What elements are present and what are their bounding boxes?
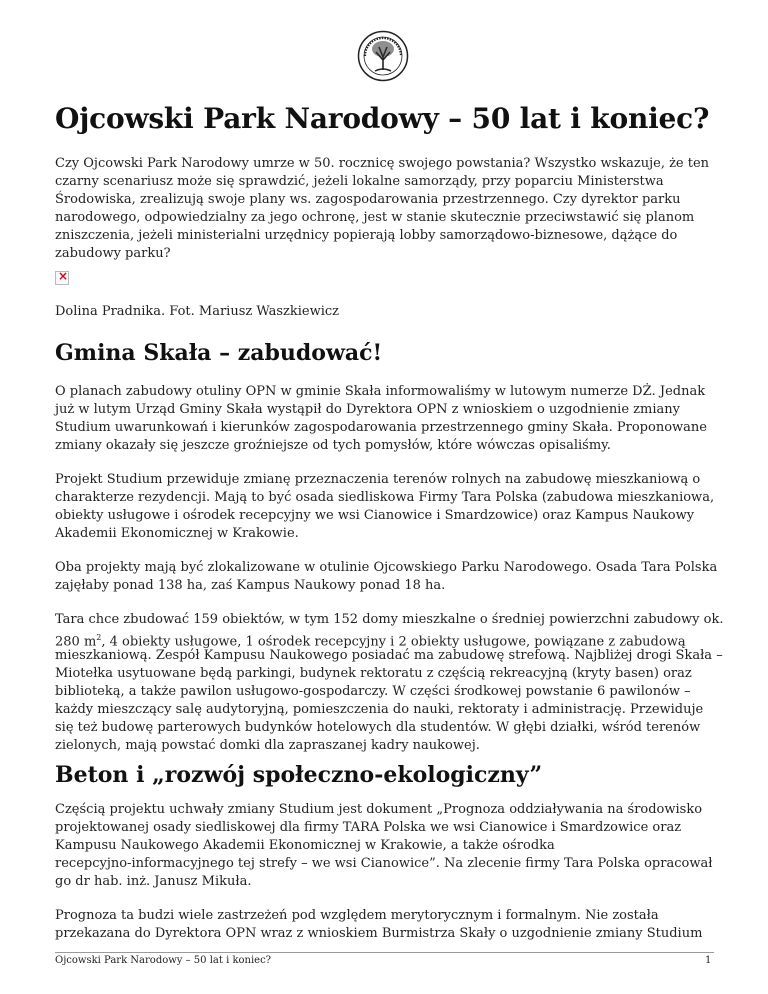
text-line: każdy mieszczący salę audytoryjną, pomieszczenia do nauki, rektoraty i administrację. Przewiduje — [55, 702, 704, 717]
text-line: zabudowy parku? — [55, 246, 171, 261]
text-line: zniszczenia, jeżeli ministerialni urzędnicy popierają lobby samorządowo-biznesowe, dążące do — [55, 228, 678, 243]
text-line: zajęłaby ponad 138 ha, zaś Kampus Naukowy ponad 18 ha. — [55, 578, 446, 593]
broken-image-icon: × — [55, 271, 69, 285]
text-line: narodowego, odpowiedzialny za jego ochronę, jest w stanie skutecznie przeciwstawić się planom — [55, 210, 695, 225]
text-line: przekazana do Dyrektora OPN wraz z wnioskiem Burmistrza Skały o uzgodnienie zmiany Studium — [55, 926, 703, 941]
text-line: recepcyjno-informacyjnego tej strefy – we wsi Cianowice”. Na zlecenie firmy Tara Polska opracował — [55, 856, 713, 871]
text-line: O planach zabudowy otuliny OPN w gminie Skała informowaliśmy w lutowym numerze DŻ. Jednak — [55, 384, 706, 399]
text-line: biblioteką, a także pawilon usługowo-gospodarczy. W części środkowej powstanie 6 pawilonów – — [55, 684, 691, 699]
text-line: Tara chce zbudować 159 obiektów, w tym 152 domy mieszkalne o średniej powierzchni zabudowy ok. — [55, 612, 724, 627]
text-line: zielonych, mają powstać domki dla zapraszanej kadry naukowej. — [55, 738, 480, 753]
park-emblem-icon — [357, 30, 409, 82]
page-number: 1 — [705, 955, 712, 966]
text-line: go dr hab. inż. Janusz Mikuła. — [55, 874, 252, 889]
page-title: Ojcowski Park Narodowy – 50 lat i koniec? — [55, 102, 710, 135]
text-line: Częścią projektu uchwały zmiany Studium jest dokument „Prognoza oddziaływania na środowisko — [55, 802, 703, 817]
text-line: obiekty usługowe i ośrodek recepcyjny we wsi Cianowice i Smardzowice) oraz Kampus Naukowy — [55, 508, 695, 523]
text-line: Środowiska, zrealizują swoje plany ws. zagospodarowania przestrzennego. Czy dyrektor parku — [55, 192, 681, 207]
text-line: Czy Ojcowski Park Narodowy umrze w 50. rocznicę swojego powstania? Wszystko wskazuje, że ten — [55, 156, 710, 171]
text-line: projektowanej osady siedliskowej dla firmy TARA Polska we wsi Cianowice i Smardzowice oraz — [55, 820, 682, 835]
text-line: już w lutym Urząd Gminy Skała wystąpił do Dyrektora OPN z wnioskiem o uzgodnienie zmiany — [55, 402, 680, 417]
text-line: czarny scenariusz może się sprawdzić, jeżeli lokalne samorządy, przy poparciu Ministerstwa — [55, 174, 664, 189]
text-line: mieszkaniową. Zespół Kampusu Naukowego posiadać ma zabudowę strefową. Najbliżej drogi Skała – — [55, 648, 723, 663]
image-caption: Dolina Pradnika. Fot. Mariusz Waszkiewicz — [55, 304, 340, 319]
text-line: Akademii Ekonomicznej w Krakowie. — [55, 526, 299, 541]
superscript: 2 — [96, 633, 102, 642]
text-line: Miotełka usytuowane będą parkingi, budynek rektoratu z częścią rekreacyjną (kryty basen) oraz — [55, 666, 692, 681]
text-line: zmiany okazały się jeszcze groźniejsze od tych pomysłów, które wówczas opisaliśmy. — [55, 438, 611, 453]
section-heading-beton: Beton i „rozwój społeczno-ekologiczny” — [55, 762, 543, 788]
text-line: Oba projekty mają być zlokalizowane w otulinie Ojcowskiego Parku Narodowego. Osada Tara Polska — [55, 560, 718, 575]
section-heading-gmina-skala: Gmina Skała – zabudować! — [55, 340, 383, 366]
text-line: Kampusu Naukowego Akademii Ekonomicznej w Krakowie, a także ośrodka — [55, 838, 555, 853]
text-fragment: , 4 obiekty usługowe, 1 ośrodek recepcyjny i 2 obiekty usługowe, powiązane z zabudową — [101, 634, 686, 650]
text-line: charakterze rezydencji. Mają to być osada siedliskowa Firmy Tara Polska (zabudowa mieszkaniowa, — [55, 490, 715, 505]
text-line: Prognoza ta budzi wiele zastrzeżeń pod względem merytorycznym i formalnym. Nie została — [55, 908, 659, 923]
text-line: Studium uwarunkowań i kierunków zagospodarowania przestrzennego gminy Skała. Proponowane — [55, 420, 707, 435]
footer-title: Ojcowski Park Narodowy – 50 lat i koniec? — [55, 955, 272, 966]
text-line: Projekt Studium przewiduje zmianę przeznaczenia terenów rolnych na zabudowę mieszkaniową o — [55, 472, 701, 487]
text-line: się też budowę parterowych budynków hotelowych dla studentów. W głębi działki, wśród terenów — [55, 720, 701, 735]
footer-divider — [55, 952, 714, 953]
text-fragment: 280 m — [55, 634, 97, 650]
